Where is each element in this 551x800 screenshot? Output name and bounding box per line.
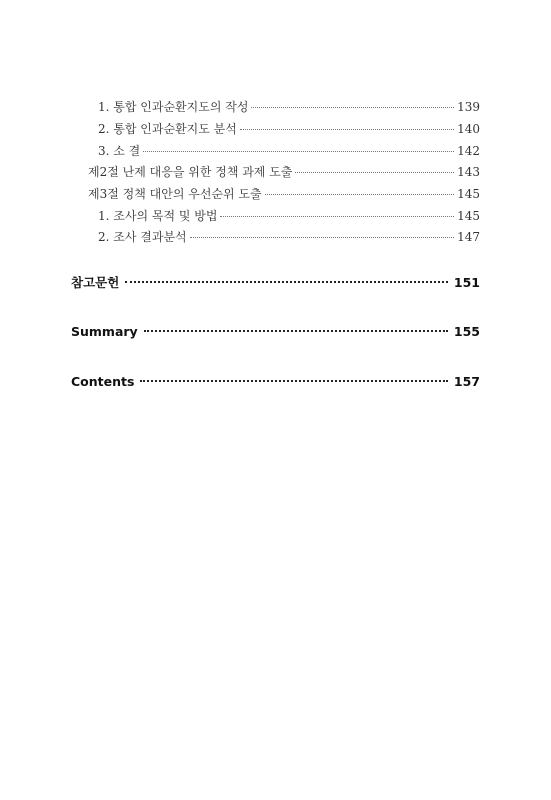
toc-entry-title: 2. 조사 결과분석 — [98, 230, 187, 244]
toc-major-page: 155 — [453, 324, 480, 339]
toc-entry — [98, 228, 480, 246]
dot-leader — [125, 281, 448, 283]
toc-entry-page: 142 — [457, 144, 480, 158]
toc-major-entry — [71, 273, 480, 291]
dot-leader — [220, 216, 454, 217]
toc-entry — [98, 142, 480, 160]
toc-major-page: 157 — [453, 374, 480, 389]
toc-major-entry — [71, 374, 480, 389]
toc-entry-title: 3. 소 결 — [98, 144, 141, 158]
dot-leader — [190, 237, 454, 238]
toc-entry-title: 제3절 정책 대안의 우선순위 도출 — [88, 187, 262, 201]
toc-entry — [98, 98, 480, 116]
toc-entry-title: 제2절 난제 대응을 위한 정책 과제 도출 — [88, 165, 293, 179]
toc-entry-title: 1. 통합 인과순환지도의 작성 — [98, 100, 249, 114]
toc-entry-page: 143 — [457, 165, 480, 179]
toc-entry-page: 145 — [457, 209, 480, 223]
toc-entry — [88, 163, 480, 181]
dot-leader — [251, 107, 454, 108]
toc-major-title: 참고문헌 — [71, 275, 120, 290]
toc-entry-title: 2. 통합 인과순환지도 분석 — [98, 122, 237, 136]
toc-entry-page: 139 — [457, 100, 480, 114]
toc-entry-page: 145 — [457, 187, 480, 201]
dot-leader — [265, 194, 455, 195]
toc-major-page: 151 — [453, 275, 480, 290]
toc-major-title: Contents — [71, 374, 135, 389]
toc-entry-page: 147 — [457, 230, 480, 244]
toc-entry-title: 1. 조사의 목적 및 방법 — [98, 209, 218, 223]
toc-entry — [98, 207, 480, 225]
toc-entry — [88, 185, 480, 203]
dot-leader — [144, 330, 448, 332]
toc-major-entry — [71, 324, 480, 339]
dot-leader — [140, 380, 447, 382]
dot-leader — [240, 129, 454, 130]
dot-leader — [295, 172, 454, 173]
dot-leader — [143, 151, 454, 152]
toc-entry — [98, 120, 480, 138]
toc-entry-page: 140 — [457, 122, 480, 136]
toc-major-title: Summary — [71, 324, 138, 339]
